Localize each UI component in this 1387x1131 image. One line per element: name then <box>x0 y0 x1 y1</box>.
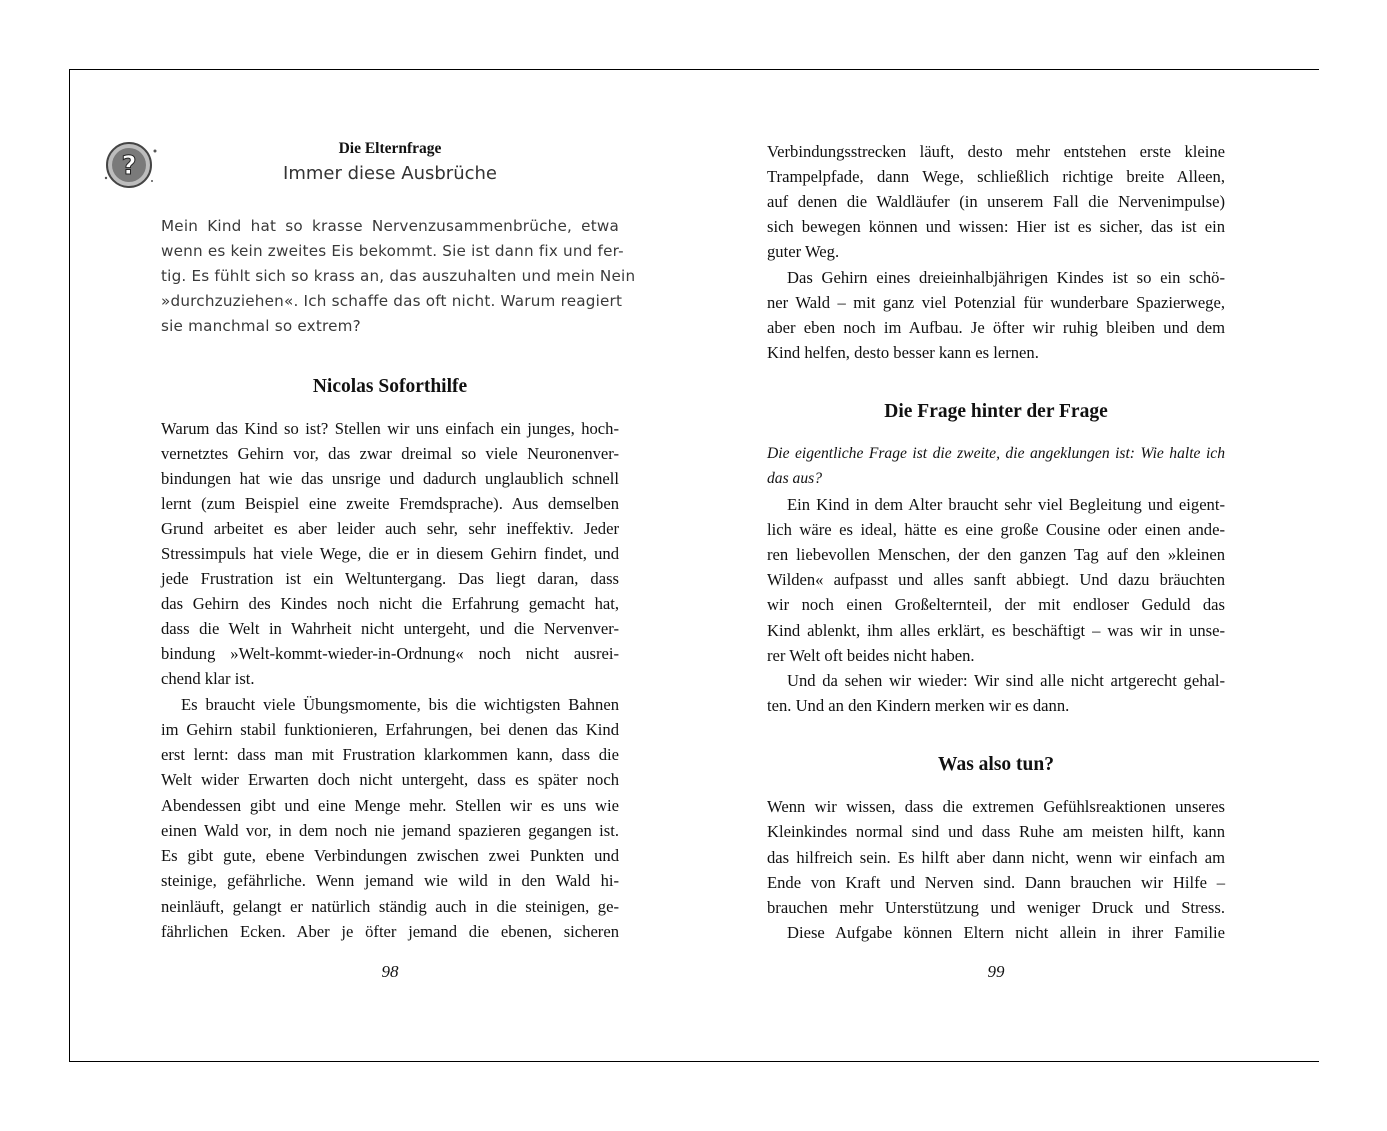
body-line: neinläuft, gelangt er natürlich ständig auch in die steinigen, ge- <box>161 897 619 916</box>
body-line: wir noch einen Großelternteil, der mit endloser Geduld das <box>767 595 1225 614</box>
body-line: lernt (zum Beispiel eine zweite Fremdsprache). Aus demselben <box>161 494 619 513</box>
italic-line: das aus? <box>767 470 823 487</box>
body-line: Diese Aufgabe können Eltern nicht allein in ihrer Familie <box>787 923 1225 942</box>
body-line: erst lernt: dass man mit Frustration klarkommen kann, dass die <box>161 745 619 764</box>
body-line: das hilfreich sein. Es hilft aber dann nicht, wenn wir einfach am <box>767 848 1225 867</box>
body-line: lich wäre es ideal, hätte es eine große Cousine oder einen ande- <box>767 520 1225 539</box>
body-line: sich bewegen können und wissen: Hier ist es sicher, das ist ein <box>767 217 1225 236</box>
italic-line: Die eigentliche Frage ist die zweite, die angeklungen ist: Wie halte ich <box>767 445 1225 462</box>
body-line: ten. Und an den Kindern merken wir es dann. <box>767 696 1070 715</box>
body-line: Ende von Kraft und Nerven sind. Dann brauchen wir Hilfe – <box>767 873 1225 892</box>
body-line: Das Gehirn eines dreieinhalbjährigen Kindes ist so ein schö- <box>787 268 1225 287</box>
body-line: Kind ablenkt, ihm alles erklärt, es beschäftigt – was wir in unse- <box>767 621 1225 640</box>
question-line: »durchzuziehen«. Ich schaffe das oft nicht. Warum reagiert <box>161 292 623 310</box>
body-line: Und da sehen wir wieder: Wir sind alle nicht artgerecht gehal- <box>787 671 1225 690</box>
frame-top-rule <box>69 69 1319 70</box>
body-line: ren liebevollen Menschen, der den ganzen Tag auf den »kleinen <box>767 545 1225 564</box>
section-heading: Nicolas Soforthilfe <box>312 376 468 397</box>
body-line: Es gibt gute, ebene Verbindungen zwischen zwei Punkten und <box>161 846 619 865</box>
body-line: Wenn wir wissen, dass die extremen Gefühlsreaktionen unseres <box>767 797 1225 816</box>
body-line: Verbindungsstrecken läuft, desto mehr entstehen erste kleine <box>767 142 1225 161</box>
body-line: fährlichen Ecken. Aber je öfter jemand die ebenen, sicheren <box>161 922 619 941</box>
body-line: das Gehirn des Kindes noch nicht die Erfahrung gemacht hat, <box>161 594 619 613</box>
page-number-left: 98 <box>381 962 399 981</box>
body-line: auf denen die Waldläufer (in unserem Fall die Nervenimpulse) <box>767 192 1225 211</box>
body-line: brauchen mehr Unterstützung und weniger Druck und Stress. <box>767 898 1225 917</box>
question-line: tig. Es fühlt sich so krass an, das auszuhalten und mein Nein <box>161 267 636 285</box>
body-line: Grund arbeitet es aber leider auch sehr, sehr ineffektiv. Jeder <box>161 519 619 538</box>
page-number-right: 99 <box>987 962 1005 981</box>
question-line: sie manchmal so extrem? <box>161 317 361 335</box>
question-title: Immer diese Ausbrüche <box>283 163 497 184</box>
body-line: rer Welt oft beides nicht haben. <box>767 646 975 665</box>
section-heading: Was also tun? <box>938 754 1054 775</box>
body-line: dass die Welt in Wahrheit nicht untergeht, und die Nervenver- <box>161 619 619 638</box>
body-line: Warum das Kind so ist? Stellen wir uns einfach ein junges, hoch- <box>161 419 619 438</box>
frame-left-rule <box>69 69 70 1062</box>
body-line: bindungen hat wie das unsrige und dadurch unglaublich schnell <box>161 469 619 488</box>
body-line: Kleinkindes normal sind und dass Ruhe am meisten hilft, kann <box>767 822 1225 841</box>
section-heading: Die Frage hinter der Frage <box>884 401 1108 422</box>
body-line: bindung »Welt-kommt-wieder-in-Ordnung« noch nicht ausrei- <box>161 644 619 663</box>
body-line: Welt wider Erwarten doch nicht untergeht, dass es später noch <box>161 770 619 789</box>
svg-text:?: ? <box>121 151 137 181</box>
body-line: guter Weg. <box>767 242 840 261</box>
question-mark-icon <box>103 141 159 191</box>
body-line: chend klar ist. <box>161 669 255 688</box>
body-line: Wilden« aufpasst und alles sanft abbiegt. Und dazu bräuchten <box>767 570 1225 589</box>
body-line: im Gehirn stabil funktionieren, Erfahrungen, bei denen das Kind <box>161 720 619 739</box>
body-line: steinige, gefährliche. Wenn jemand wie wild in den Wald hi- <box>161 871 619 890</box>
question-line: Mein Kind hat so krasse Nervenzusammenbrüche, etwa <box>161 217 619 235</box>
question-kicker: Die Elternfrage <box>338 140 442 157</box>
body-line: Abendessen gibt und eine Menge mehr. Stellen wir es uns wie <box>161 796 619 815</box>
frame-bottom-rule <box>69 1061 1319 1062</box>
body-line: jede Frustration ist ein Weltuntergang. Das liegt daran, dass <box>161 569 619 588</box>
body-line: aber eben noch im Aufbau. Je öfter wir ruhig bleiben und dem <box>767 318 1225 337</box>
body-line: Trampelpfade, dann Wege, schließlich richtige breite Alleen, <box>767 167 1225 186</box>
body-line: Es braucht viele Übungsmomente, bis die wichtigsten Bahnen <box>181 695 619 714</box>
question-line: wenn es kein zweites Eis bekommt. Sie ist dann fix und fer- <box>161 242 624 260</box>
body-line: Stressimpuls hat viele Wege, die er in diesem Gehirn findet, und <box>161 544 619 563</box>
body-line: vernetztes Gehirn vor, das zwar dreimal so viele Neuronenver- <box>161 444 619 463</box>
body-line: ner Wald – mit ganz viel Potenzial für wunderbare Spazierwege, <box>767 293 1225 312</box>
body-line: Kind helfen, desto besser kann es lernen. <box>767 343 1039 362</box>
body-line: Ein Kind in dem Alter braucht sehr viel Begleitung und eigent- <box>787 495 1225 514</box>
body-line: einen Wald vor, in dem noch nie jemand spazieren gegangen ist. <box>161 821 619 840</box>
